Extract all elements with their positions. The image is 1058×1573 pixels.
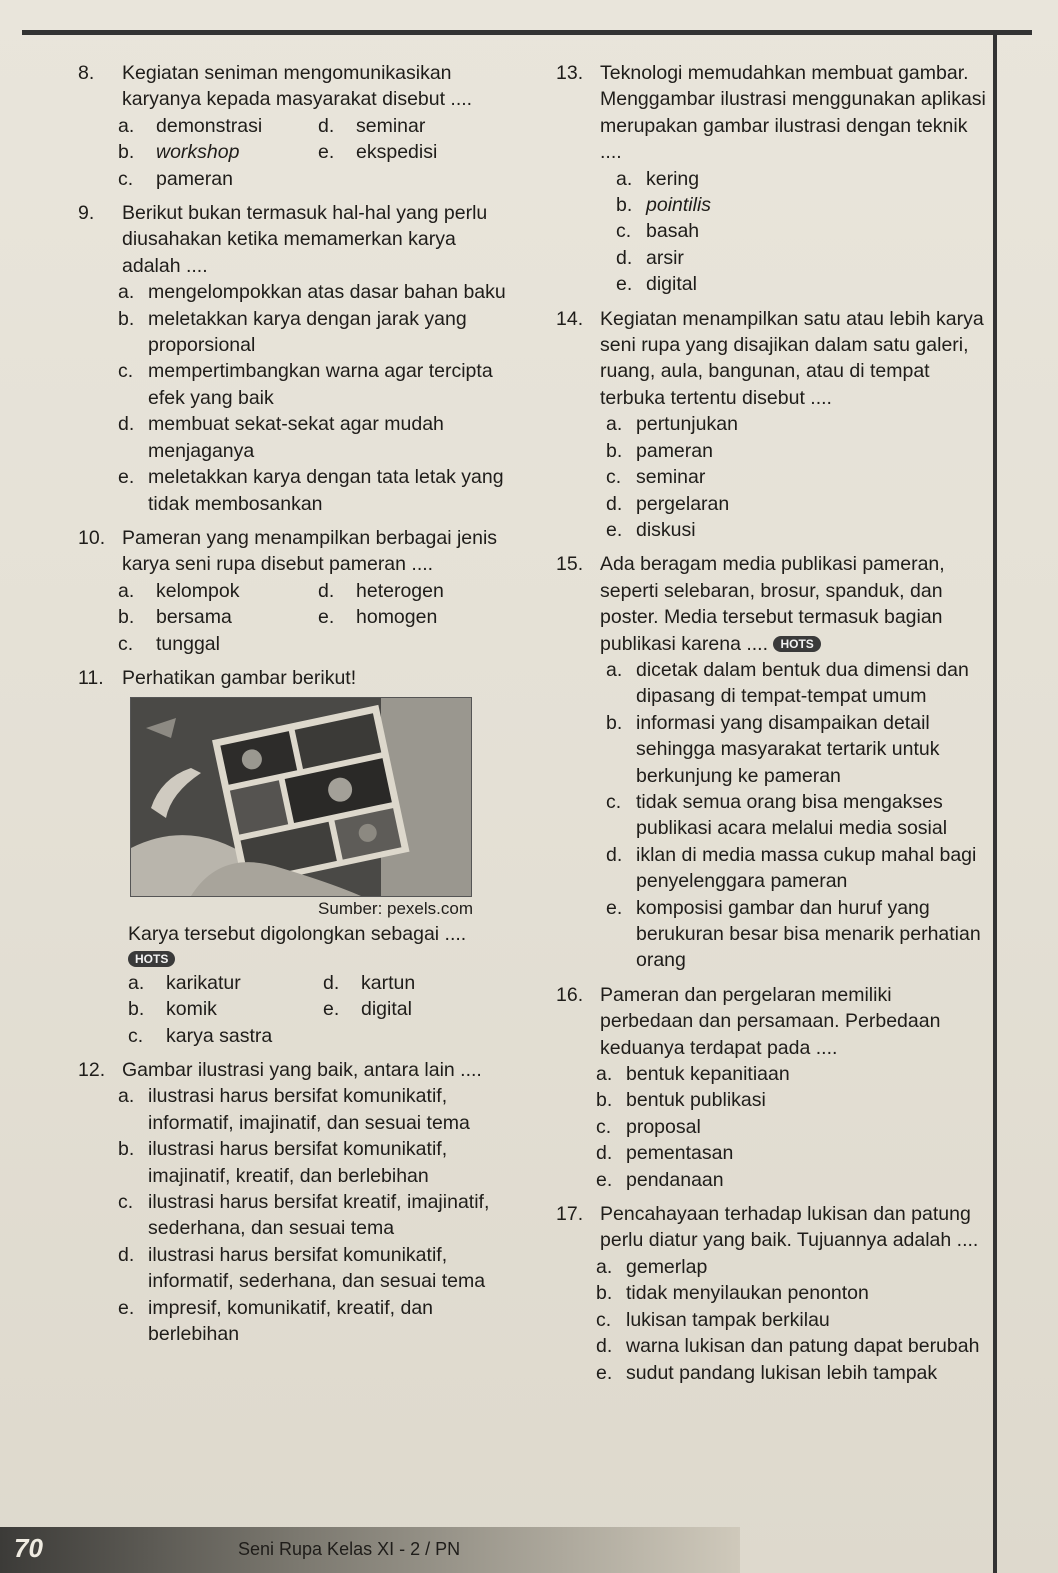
- option: [118, 279, 518, 305]
- question-12: [78, 1057, 518, 1347]
- option-letter: a.: [616, 167, 633, 190]
- option-text: membuat sekat-sekat agar mudah menjaganya: [148, 413, 444, 462]
- question-number: 8.: [78, 62, 95, 84]
- option-row: [128, 1023, 518, 1049]
- option: [596, 1280, 986, 1306]
- option-text: pergelaran: [636, 492, 730, 515]
- question-text: Gambar ilustrasi yang baik, antara lain ....: [122, 1058, 482, 1081]
- option-letter: a.: [606, 413, 623, 436]
- option-text: homogen: [356, 606, 438, 629]
- option-row: [128, 996, 518, 1022]
- option-text: karikatur: [166, 971, 241, 994]
- option-text: ilustrasi harus bersifat kreatif, imajinatif, sederhana, dan sesuai tema: [148, 1191, 490, 1240]
- option-letter: b.: [606, 439, 623, 462]
- question-text: Berikut bukan termasuk hal-hal yang perlu diusahakan ketika memamerkan karya adalah ....: [122, 202, 488, 277]
- option: [118, 1189, 518, 1242]
- option-letter: d.: [596, 1142, 613, 1165]
- option-text: digital: [646, 273, 697, 296]
- option-letter: d.: [606, 843, 623, 866]
- option-letter: b.: [118, 606, 135, 629]
- option-text: lukisan tampak berkilau: [626, 1308, 830, 1331]
- option-text: tunggal: [156, 632, 220, 655]
- option-letter: e.: [118, 1296, 135, 1319]
- option-text: kelompok: [156, 579, 240, 602]
- option-letter: a.: [118, 579, 135, 602]
- option-letter: b.: [606, 711, 623, 734]
- option-text: impresif, komunikatif, kreatif, dan berlebihan: [148, 1296, 434, 1346]
- question-number: 13.: [556, 62, 584, 84]
- option-letter: b.: [596, 1089, 613, 1112]
- option-letter: d.: [318, 114, 335, 137]
- option-text: arsir: [646, 246, 684, 269]
- option-letter: e.: [596, 1361, 613, 1384]
- question-number: 10.: [78, 526, 106, 549]
- question-10: [78, 525, 518, 657]
- option-text: ilustrasi harus bersifat komunikatif, imajinatif, kreatif, dan berlebihan: [148, 1138, 448, 1187]
- left-column: [78, 60, 518, 1347]
- option-letter: d.: [596, 1335, 613, 1358]
- question-13: [556, 60, 986, 298]
- question-text: Kegiatan seniman mengomunikasikan karyanya kepada masyarakat disebut ....: [122, 62, 473, 111]
- option-letter: e.: [596, 1168, 613, 1191]
- option-row: [118, 166, 518, 192]
- option-text: basah: [646, 220, 700, 243]
- comic-photo: [130, 697, 472, 897]
- option-letter: e.: [606, 518, 623, 541]
- option-text: meletakkan karya dengan jarak yang proporsional: [148, 307, 467, 357]
- option-text: demonstrasi: [156, 114, 263, 137]
- option: [118, 464, 518, 517]
- option: [118, 1295, 518, 1348]
- option: [596, 1333, 986, 1359]
- option: [606, 710, 986, 789]
- question-text: Pameran yang menampilkan berbagai jenis karya seni rupa disebut pameran ....: [122, 526, 498, 576]
- photo-caption: Sumber: pexels.com: [318, 899, 473, 919]
- option: [118, 1242, 518, 1295]
- option: [606, 895, 986, 974]
- option-text: ekspedisi: [356, 141, 438, 164]
- option-letter: d.: [118, 413, 135, 436]
- option: [616, 166, 986, 192]
- page-footer: [0, 1527, 1058, 1573]
- option: [616, 271, 986, 297]
- option-text: tidak semua orang bisa mengakses publikasi acara melalui media sosial: [636, 790, 948, 840]
- option-letter: d.: [118, 1243, 135, 1266]
- option: [596, 1360, 986, 1386]
- option-text: tidak menyilaukan penonton: [626, 1282, 869, 1305]
- option-letter: c.: [606, 466, 622, 489]
- question-17: [556, 1201, 986, 1386]
- question-text: Kegiatan menampilkan satu atau lebih karya seni rupa yang disajikan dalam satu galeri, ruang, aula, bangunan, atau di tempat terbuka tertentu disebut ....: [600, 307, 984, 409]
- question-text: Pameran dan pergelaran memiliki perbedaan dan persamaan. Perbedaan keduanya terdapat pada ....: [600, 983, 941, 1059]
- option-text: ilustrasi harus bersifat komunikatif, informatif, imajinatif, dan sesuai tema: [148, 1085, 470, 1134]
- question-text: Pencahayaan terhadap lukisan dan patung perlu diatur yang baik. Tujuannya adalah ....: [600, 1203, 979, 1252]
- option-text: iklan di media massa cukup mahal bagi penyelenggara pameran: [636, 843, 977, 893]
- option-letter: a.: [128, 971, 145, 994]
- question-number: 14.: [556, 307, 584, 330]
- option-text: pameran: [636, 439, 713, 462]
- option-text: bersama: [156, 606, 232, 629]
- option-text: proposal: [626, 1115, 701, 1138]
- question-text: Teknologi memudahkan membuat gambar. Menggambar ilustrasi menggunakan aplikasi merupakan gambar ilustrasi dengan teknik ....: [600, 62, 986, 164]
- option-letter: b.: [118, 1138, 135, 1161]
- question-14: [556, 306, 986, 544]
- question-number: 11.: [78, 666, 104, 689]
- option-letter: e.: [318, 606, 335, 629]
- option-row: [128, 970, 518, 996]
- option-letter: a.: [118, 114, 135, 137]
- option: [606, 842, 986, 895]
- option: [596, 1140, 986, 1166]
- option-text: warna lukisan dan patung dapat berubah: [626, 1335, 980, 1358]
- option-text: pementasan: [626, 1142, 734, 1165]
- option-letter: a.: [596, 1255, 613, 1278]
- option-letter: b.: [118, 307, 135, 330]
- option: [596, 1087, 986, 1113]
- option: [596, 1307, 986, 1333]
- option-text: bentuk publikasi: [626, 1089, 766, 1112]
- footer-title: Seni Rupa Kelas XI - 2 / PN: [238, 1539, 461, 1559]
- option: [118, 411, 518, 464]
- option-letter: b.: [128, 998, 145, 1021]
- option: [118, 1083, 518, 1136]
- option-letter: c.: [606, 790, 622, 813]
- option: [606, 491, 986, 517]
- option-letter: c.: [596, 1115, 612, 1138]
- option: [118, 306, 518, 359]
- option: [596, 1254, 986, 1280]
- option: [606, 464, 986, 490]
- option-text: heterogen: [356, 579, 444, 602]
- option-row: [118, 604, 518, 630]
- option-letter: b.: [596, 1282, 613, 1305]
- option-text: komik: [166, 998, 217, 1021]
- option-text: digital: [361, 998, 412, 1021]
- option: [596, 1167, 986, 1193]
- question-number: 16.: [556, 983, 584, 1006]
- question-15: [556, 551, 986, 974]
- question-number: 15.: [556, 553, 584, 576]
- option: [606, 789, 986, 842]
- comic-book-illustration: [131, 698, 471, 896]
- option-text: mengelompokkan atas dasar bahan baku: [148, 281, 506, 304]
- option-text: informasi yang disampaikan detail sehingga masyarakat tertarik untuk berkunjung ke pameran: [636, 711, 940, 787]
- question-text: Perhatikan gambar berikut!: [122, 666, 357, 689]
- option-letter: b.: [118, 141, 135, 164]
- option-letter: a.: [606, 658, 623, 681]
- option-letter: d.: [318, 579, 335, 602]
- option-text: pameran: [156, 167, 233, 190]
- option-letter: e.: [118, 466, 135, 489]
- question-16: [556, 982, 986, 1193]
- option-text: ilustrasi harus bersifat komunikatif, informatif, sederhana, dan sesuai tema: [148, 1243, 486, 1293]
- hots-badge: HOTS: [128, 951, 175, 967]
- question-text: Ada beragam media publikasi pameran, seperti selebaran, brosur, spanduk, dan poster. Media tersebut termasuk bagian publikasi karena ....: [600, 553, 945, 655]
- option: [616, 192, 986, 218]
- option: [606, 657, 986, 710]
- option-text: seminar: [356, 114, 426, 137]
- option: [606, 411, 986, 437]
- option-text: kering: [646, 167, 700, 190]
- option-letter: c.: [118, 167, 134, 190]
- option-text: dicetak dalam bentuk dua dimensi dan dipasang di tempat-tempat umum: [636, 658, 969, 708]
- option: [606, 438, 986, 464]
- option-letter: e.: [323, 998, 340, 1021]
- option-letter: a.: [118, 1085, 135, 1108]
- right-column: [556, 60, 986, 1386]
- option-letter: c.: [128, 1024, 144, 1047]
- option-letter: b.: [616, 194, 633, 217]
- option-text: pertunjukan: [636, 413, 738, 436]
- question-9: [78, 200, 518, 517]
- right-rule: [993, 30, 997, 1573]
- option-text: karya sastra: [166, 1024, 273, 1047]
- question-text-2: Karya tersebut digolongkan sebagai ....: [128, 923, 467, 946]
- option-text: gemerlap: [626, 1255, 708, 1278]
- option: [118, 358, 518, 411]
- question-number: 9.: [78, 202, 95, 225]
- option-row: [118, 578, 518, 604]
- option-text: meletakkan karya dengan tata letak yang tidak membosankan: [148, 466, 504, 515]
- option-text: mempertimbangkan warna agar tercipta efek yang baik: [148, 360, 493, 409]
- option-letter: c.: [118, 1191, 134, 1213]
- option: [606, 517, 986, 543]
- option-letter: a.: [118, 281, 135, 304]
- question-11: [78, 665, 518, 1049]
- option-text: pendanaan: [626, 1168, 724, 1191]
- option-text: diskusi: [636, 518, 696, 541]
- option-text: bentuk kepanitiaan: [626, 1063, 790, 1086]
- option: [118, 1136, 518, 1189]
- option: [616, 218, 986, 244]
- option-letter: d.: [323, 971, 340, 994]
- option-letter: c.: [118, 632, 134, 655]
- question-number: 17.: [556, 1203, 584, 1226]
- option-text: workshop: [156, 141, 240, 164]
- option-text: pointilis: [646, 194, 712, 217]
- option-letter: c.: [616, 220, 632, 243]
- option-letter: d.: [616, 246, 633, 269]
- option-letter: e.: [318, 141, 335, 164]
- option-letter: e.: [606, 896, 623, 919]
- option-text: kartun: [361, 971, 416, 994]
- top-rule: [22, 30, 1032, 35]
- option-text: komposisi gambar dan huruf yang berukuran besar bisa menarik perhatian orang: [636, 896, 981, 972]
- option-row: [118, 139, 518, 165]
- option-letter: a.: [596, 1063, 613, 1086]
- page-number: 70: [14, 1533, 43, 1563]
- option-text: seminar: [636, 466, 706, 489]
- option-letter: d.: [606, 492, 623, 515]
- option-letter: c.: [596, 1308, 612, 1331]
- question-8: [78, 60, 518, 192]
- option-row: [118, 113, 518, 139]
- hots-badge: HOTS: [773, 636, 820, 652]
- option-row: [118, 631, 518, 657]
- option: [596, 1114, 986, 1140]
- option-text: sudut pandang lukisan lebih tampak: [626, 1361, 938, 1384]
- option-letter: e.: [616, 273, 633, 296]
- question-number: 12.: [78, 1058, 106, 1081]
- option: [616, 245, 986, 271]
- option: [596, 1061, 986, 1087]
- option-letter: c.: [118, 360, 134, 383]
